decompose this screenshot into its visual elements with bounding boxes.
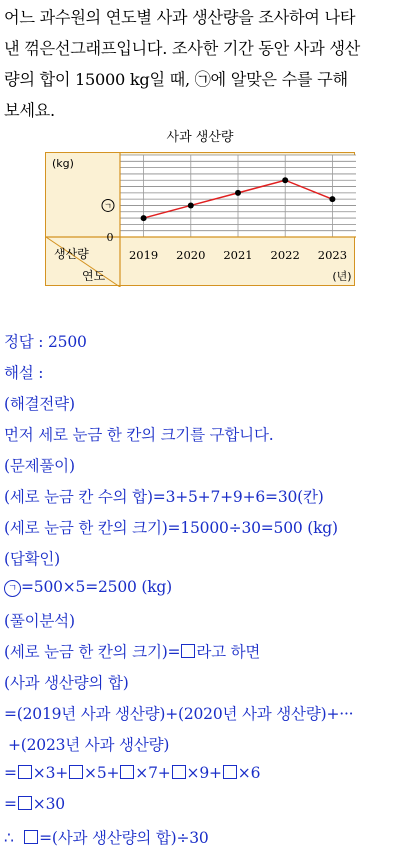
x-tick-label: 2021	[223, 248, 253, 262]
analysis-text: ×7+	[135, 764, 171, 782]
analysis-line-7	[4, 826, 209, 848]
analysis-text: ×9+	[186, 764, 222, 782]
analysis-line-5: = ×3+ ×5+ ×7+ ×9+ ×6	[4, 764, 261, 782]
analysis-line-1	[4, 640, 260, 662]
solve-line-2: (세로 눈금 한 칸의 크기)=15000÷30=500 (kg)	[4, 519, 338, 537]
analysis-line-4: +(2023년 사과 생산량)	[8, 736, 170, 754]
analysis-text: ×3+	[32, 764, 69, 782]
chart-svg	[46, 153, 356, 287]
data-point	[235, 190, 241, 196]
x-tick-label: 2019	[128, 248, 159, 262]
blank-box-icon	[172, 765, 186, 779]
therefore-symbol: ∴	[4, 829, 14, 847]
data-point	[329, 196, 335, 202]
check-line	[4, 578, 172, 597]
strategy-text: 먼저 세로 눈금 한 칸의 크기를 구합니다.	[4, 426, 274, 444]
analysis-text: ×5+	[84, 764, 120, 782]
blank-box-icon	[18, 796, 32, 810]
analysis-line-3: =(2019년 사과 생산량)+(2020년 사과 생산량)+···	[4, 705, 354, 723]
data-point	[188, 202, 194, 208]
y-tick-label: ㄱ	[103, 201, 113, 212]
row-header-production: 생산량	[54, 247, 89, 261]
analysis-text: ×30	[32, 795, 65, 813]
explain-label: 해설 :	[4, 364, 44, 382]
chart-title: 사과 생산량	[166, 130, 234, 145]
problem-line: 보세요.	[4, 101, 55, 120]
analysis-text: =(사과 생산량의 합)÷30	[39, 829, 209, 847]
line-chart	[45, 152, 355, 286]
y-axis-unit: (kg)	[52, 157, 74, 170]
circled-giyeok-icon: ㄱ	[4, 580, 21, 597]
analysis-line-6: = ×30	[4, 795, 65, 813]
blank-box-icon	[120, 765, 134, 779]
blank-box-icon	[223, 765, 237, 779]
data-point	[282, 177, 288, 183]
blank-box-icon	[181, 644, 195, 658]
analysis-text: 라고 하면	[196, 643, 261, 661]
blank-box-icon	[24, 830, 38, 844]
check-heading: (답확인)	[4, 550, 61, 568]
blank-box-icon	[69, 765, 83, 779]
problem-line: 낸 꺾은선그래프입니다. 조사한 기간 동안 사과 생산	[4, 39, 360, 58]
analysis-text: ×6	[237, 764, 261, 782]
x-tick-label: 2023	[317, 248, 348, 262]
problem-text	[4, 2, 396, 126]
blank-box-icon	[18, 765, 32, 779]
analysis-line-2: (사과 생산량의 합)	[4, 674, 129, 692]
x-axis-unit: (년)	[332, 270, 352, 283]
check-text: =500×5=2500 (kg)	[21, 578, 172, 596]
analysis-text: (세로 눈금 한 칸의 크기)=	[4, 643, 181, 661]
solve-line-1: (세로 눈금 칸 수의 합)=3+5+7+9+6=30(칸)	[4, 488, 324, 506]
problem-line: 어느 과수원의 연도별 사과 생산량을 조사하여 나타	[4, 8, 356, 27]
answer-text: 정답 : 2500	[4, 333, 87, 351]
strategy-heading: (해결전략)	[4, 395, 75, 413]
analysis-heading: (풀이분석)	[4, 612, 75, 630]
data-point	[141, 215, 147, 221]
problem-line: 량의 합이 15000 kg일 때, ㉠에 알맞은 수를 구해	[4, 70, 348, 89]
y-tick-label: 0	[106, 231, 114, 244]
solve-heading: (문제풀이)	[4, 457, 75, 475]
x-tick-label: 2022	[270, 248, 300, 262]
x-tick-label: 2020	[176, 248, 206, 262]
row-header-year: 연도	[82, 269, 106, 283]
